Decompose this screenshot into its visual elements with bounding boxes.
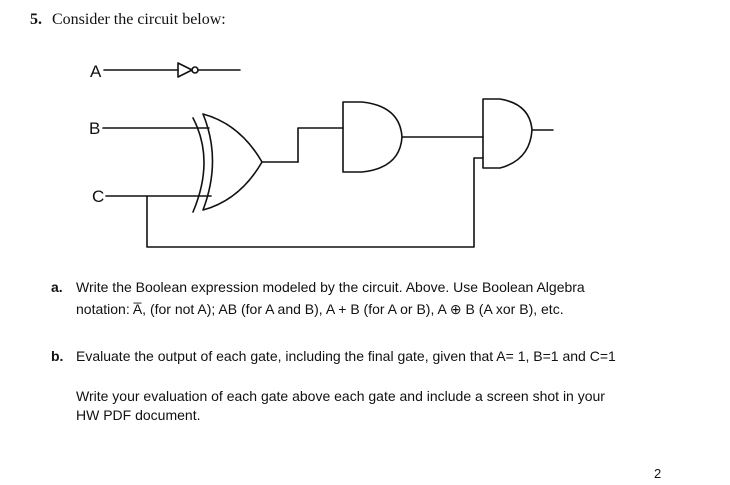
instruction-text (76, 387, 605, 425)
input-label-b: B (89, 119, 101, 138)
and-gate-2 (483, 99, 532, 168)
xor-gate (203, 114, 262, 210)
question-title: Consider the circuit below: (52, 11, 226, 28)
part-b-line-1: Evaluate the output of each gate, including the final gate, given that A= 1, B=1 and C=1 (76, 348, 616, 364)
input-label-c: C (92, 187, 105, 206)
input-label-a: A (90, 62, 102, 81)
part-b-letter: b. (51, 348, 64, 364)
not-gate (178, 63, 192, 77)
instruction-line-2: HW PDF document. (76, 407, 201, 423)
part-a-letter: a. (51, 279, 63, 295)
wire-not-to-and (298, 128, 343, 162)
xor-gate-back-curve (193, 118, 204, 212)
page-number: 2 (654, 466, 662, 481)
part-a-line-1: Write the Boolean expression modeled by the circuit. Above. Use Boolean Algebra (76, 279, 585, 295)
part-a-line-2: notation: A̅, (for not A); AB (for A and B), A + B (for A or B), A ⊕ B (A xor B), etc. (76, 301, 564, 317)
not-gate-bubble (192, 67, 198, 73)
question-number: 5. (30, 11, 42, 28)
instruction-line-1: Write your evaluation of each gate above each gate and include a screen shot in your (76, 388, 605, 404)
and-gate-1 (343, 102, 402, 172)
